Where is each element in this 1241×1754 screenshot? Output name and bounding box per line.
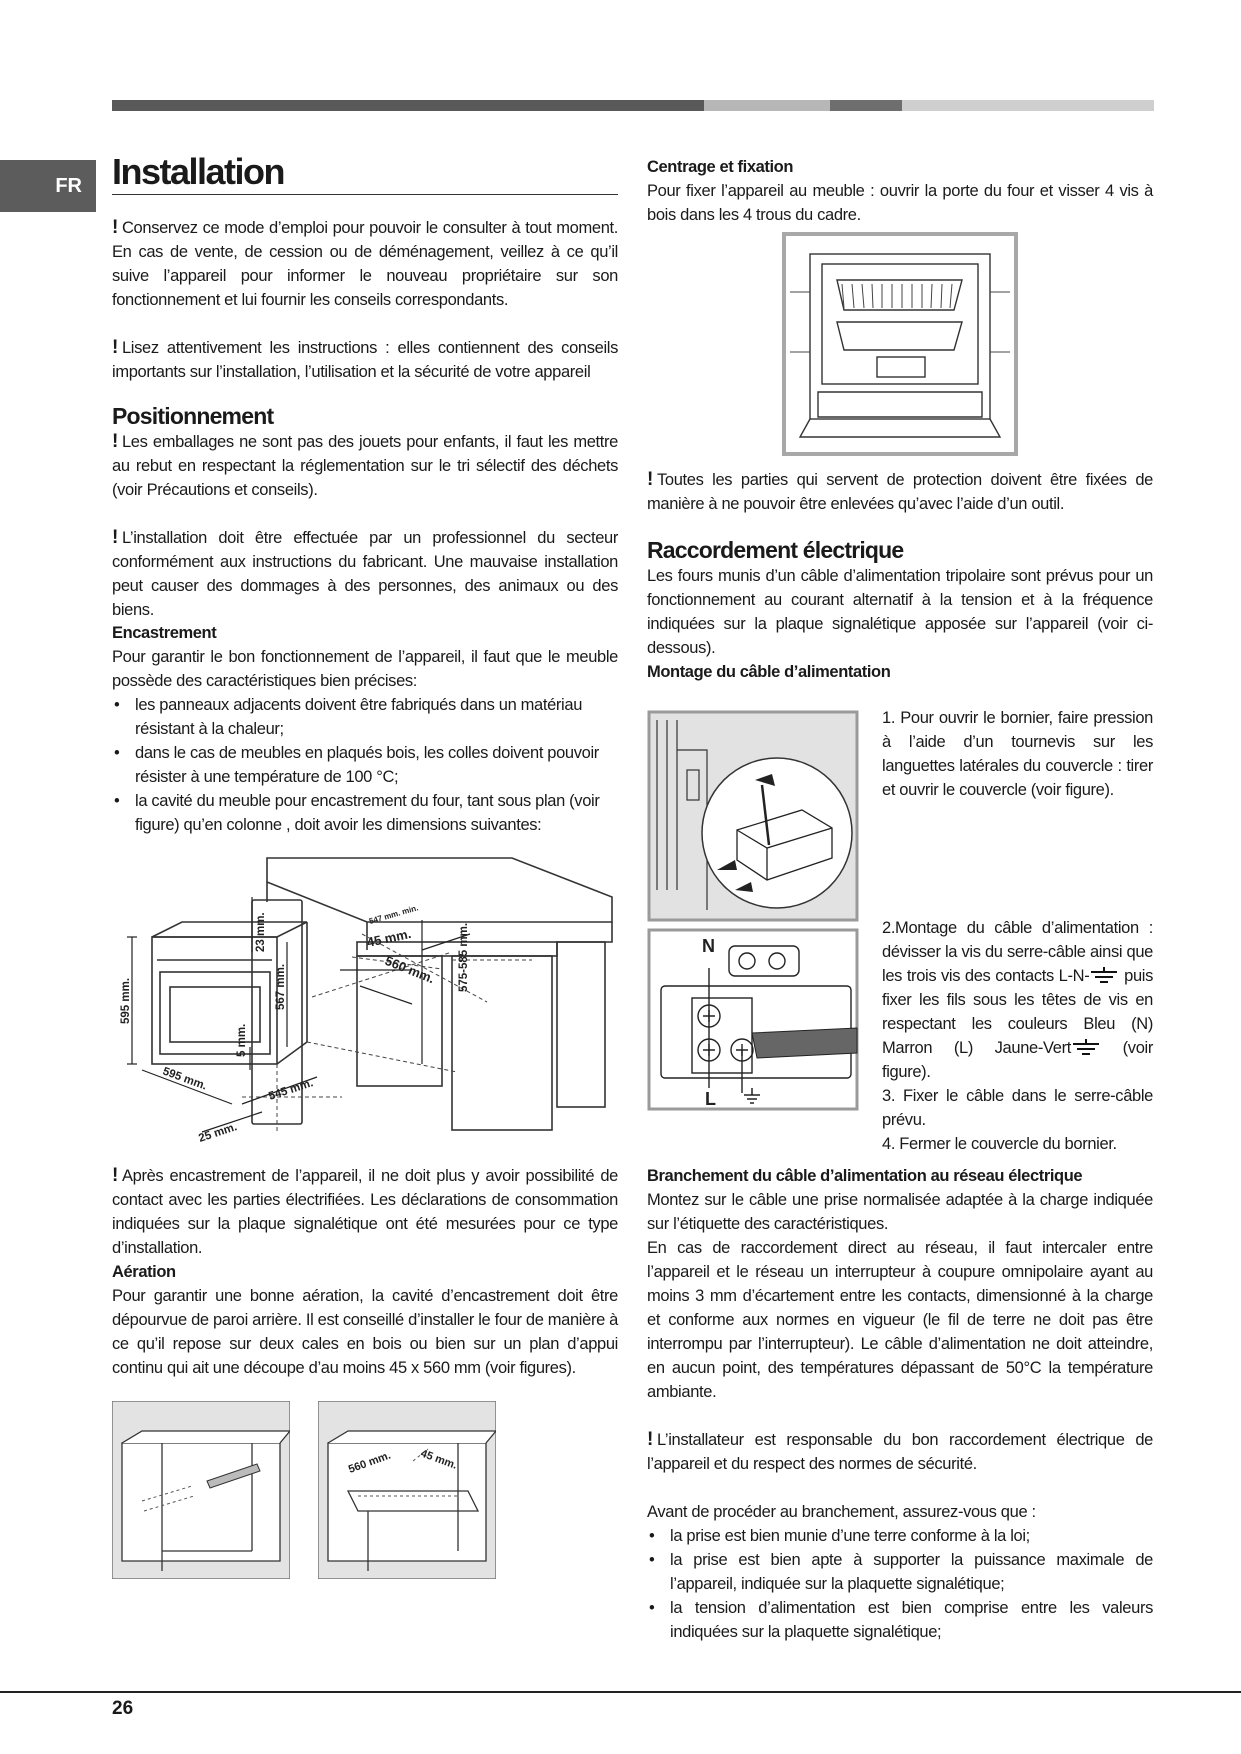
dim-575-585: 575-585 mm.: [458, 922, 470, 992]
header-bar: [112, 100, 1154, 111]
label-L: L: [705, 1089, 716, 1109]
raccordement-text: Les fours munis d’un câble d’alimentation tripolaire sont prévus pour un fonctionnement au courant alternatif à la tension et à la fréquence indiquées sur la plaque signalétique apposée sur l’appareil (voir ci-dessous).: [647, 567, 1153, 657]
centrage-text: Pour fixer l’appareil au meuble : ouvrir la porte du four et visser 4 vis à bois dans les 4 trous du cadre.: [647, 182, 1153, 224]
positionnement-heading: Positionnement: [112, 403, 274, 429]
warning-icon: !: [647, 469, 653, 490]
after-encastrement-paragraph: [112, 1164, 618, 1260]
installateur-paragraph: [647, 1428, 1153, 1476]
step-1-text: 1. Pour ouvrir le bornier, faire pression à l’aide d’un tournevis sur les languettes latérales du couvercle : tirer et ouvrir le couvercle (voir figure).: [882, 709, 1153, 799]
steps-2-4: [882, 916, 1153, 1156]
header-bar-seg-4: [902, 100, 1154, 111]
step-1: [882, 706, 1153, 802]
dim-5: 5 mm.: [236, 1023, 248, 1057]
terminal-wiring-figure: [647, 928, 859, 1111]
protection-note: [647, 468, 1153, 516]
terminal-cover-figure: [647, 710, 859, 922]
dim-595-vertical: 595 mm.: [120, 977, 132, 1024]
ground-icon: [1089, 967, 1119, 983]
list-item: • la cavité du meuble pour encastrement du four, tant sous plan (voir figure) qu’en colonne , doit avoir les dimensions suivantes:: [112, 789, 618, 837]
protection-paragraph: [647, 468, 1153, 516]
page-number: 26: [112, 1698, 134, 1719]
raccordement-heading: Raccordement électrique: [647, 537, 904, 563]
dim-45: 45 mm.: [365, 925, 413, 950]
list-item: • la tension d’alimentation est bien comprise entre les valeurs indiquées sur la plaquette signalétique;: [647, 1596, 1153, 1644]
warning-icon: !: [112, 431, 118, 452]
avant-text: Avant de procéder au branchement, assurez-vous que :: [647, 1503, 1036, 1521]
step-2-text-b: puis fixer les fils sous les têtes de vis en respectant les couleurs Bleu (N) Marron (L) Jaune-Vert: [882, 967, 1153, 1057]
montage-heading-block: [647, 660, 1153, 684]
warning-icon: !: [112, 527, 118, 548]
encastrement-text: Pour garantir le bon fonctionnement de l’appareil, il faut que le meuble possède des caractéristiques bien précises:: [112, 648, 618, 690]
encastrement-heading: Encastrement: [112, 624, 217, 642]
ground-icon: [1071, 1039, 1101, 1055]
positionnement-text-2: L’installation doit être effectuée par un professionnel du secteur conformément aux instructions du fabricant. Une mauvaise installation peut causer des dommages à des personnes, des animaux ou des biens.: [112, 529, 618, 619]
positionnement-paragraph-2: [112, 526, 618, 622]
warning-icon: !: [647, 1429, 653, 1450]
intro-paragraph-2: [112, 336, 618, 384]
branchement-section: [647, 1164, 1153, 1644]
positionnement-paragraph-1: [112, 430, 618, 502]
footer-rule: [0, 1691, 1241, 1693]
list-item: • dans le cas de meubles en plaqués bois, les colles doivent pouvoir résister à une température de 100 °C;: [112, 741, 618, 789]
header-bar-seg-3: [830, 100, 902, 111]
aeration-figure-2: [318, 1401, 496, 1579]
oven-fixing-figure: [782, 232, 1018, 456]
aeration-heading: Aération: [112, 1263, 176, 1281]
dim-560: 560 mm.: [382, 952, 437, 987]
aeration-figure-1: [112, 1401, 290, 1579]
intro-text-1: Conservez ce mode d’emploi pour pouvoir le consulter à tout moment. En cas de vente, de cession ou de déménagement, veillez à ce qu’il suive l’appareil pour informer le nouveau propriétaire sur son fonctionnement et lui fournir les conseils correspondants.: [112, 219, 618, 309]
warning-icon: !: [112, 217, 118, 238]
raccordement-section: [647, 536, 1153, 660]
encastrement-list: [112, 693, 618, 837]
page-title: Installation: [112, 150, 618, 195]
step-2-text-c: (voir figure).: [882, 1039, 1153, 1081]
language-code: FR: [55, 174, 82, 197]
encastrement-figure: [112, 842, 618, 1150]
intro-paragraph-1: [112, 216, 618, 312]
positionnement-section: [112, 402, 618, 622]
header-bar-seg-1: [112, 100, 704, 111]
centrage-heading: Centrage et fixation: [647, 158, 794, 176]
positionnement-text-1: Les emballages ne sont pas des jouets pour enfants, il faut les mettre au rebut en respectant la réglementation sur le tri sélectif des déchets (voir Précautions et conseils).: [112, 433, 618, 499]
intro-text-2: Lisez attentivement les instructions : elles contiennent des conseils importants sur l’installation, l’utilisation et la sécurité de votre appareil: [112, 339, 618, 381]
branchement-heading: Branchement du câble d’alimentation au réseau électrique: [647, 1167, 1083, 1185]
dim-545: 545 mm.: [267, 1077, 315, 1103]
avant-list: [647, 1524, 1153, 1644]
after-encastrement-note: [112, 1164, 618, 1260]
aeration-section: [112, 1260, 618, 1380]
list-item: • la prise est bien apte à supporter la puissance maximale de l’appareil, indiquée sur la plaquette signalétique;: [647, 1548, 1153, 1596]
encastrement-section: [112, 621, 618, 837]
step-2-text-a: 2.Montage du câble d’alimentation : dévisser la vis du serre-câble ainsi que les trois vis des contacts L-N-: [882, 919, 1153, 985]
list-item: • la prise est bien munie d’une terre conforme à la loi;: [647, 1524, 1153, 1548]
dim-547-min: 547 mm. min.: [368, 903, 420, 926]
aeration-dim-560: 560 mm.: [346, 1449, 393, 1476]
branchement-text-1: Montez sur le câble une prise normalisée adaptée à la charge indiquée sur l’étiquette des caractéristiques.: [647, 1191, 1153, 1233]
warning-icon: !: [112, 1165, 118, 1186]
list-item: • les panneaux adjacents doivent être fabriqués dans un matériau résistant à la chaleur;: [112, 693, 618, 741]
aeration-text: Pour garantir une bonne aération, la cavité d’encastrement doit être dépourvue de paroi arrière. Il est conseillé d’installer le four de manière à ce qu’il repose sur deux cales en bois ou bien sur un plan d’appui continu qui ait une découpe d’au moins 45 x 560 mm (voir figures).: [112, 1287, 618, 1377]
dim-567: 567 mm.: [275, 963, 287, 1010]
step-2: [882, 916, 1153, 1084]
dim-25: 25 mm.: [197, 1121, 239, 1145]
warning-icon: !: [112, 337, 118, 358]
dim-23: 23 mm.: [255, 912, 267, 952]
language-tab: [0, 160, 96, 212]
montage-heading: Montage du câble d’alimentation: [647, 663, 891, 681]
centrage-section: [647, 155, 1153, 227]
label-N: N: [702, 936, 715, 956]
aeration-dim-45: 45 mm.: [418, 1447, 459, 1472]
protection-text: Toutes les parties qui servent de protection doivent être fixées de manière à ne pouvoir être enlevées qu’avec l’aide d’un outil.: [647, 471, 1153, 513]
step-4: 4. Fermer le couvercle du bornier.: [882, 1135, 1117, 1153]
installateur-text: L’installateur est responsable du bon raccordement électrique de l’appareil et du respect des normes de sécurité.: [647, 1431, 1153, 1473]
dim-595-horizontal: 595 mm.: [160, 1065, 209, 1093]
intro-section: [112, 216, 618, 384]
after-encastrement-text: Après encastrement de l’appareil, il ne doit plus y avoir possibilité de contact avec les parties électrifiées. Les déclarations de consommation indiquées sur la plaque signalétique ont été mesurées pour ce type d’installation.: [112, 1167, 618, 1257]
branchement-text-2: En cas de raccordement direct au réseau, il faut intercaler entre l’appareil et le réseau un interrupteur à coupure omnipolaire ayant au moins 3 mm d’écartement entre les contacts, dimensionné à la charge et conforme aux normes en vigueur (le fil de terre ne doit pas être interrompu par l’interrupteur). Le câble d’alimentation ne doit atteindre, en aucun point, des températures dépassant de 50°C la température ambiante.: [647, 1239, 1153, 1401]
step-3: 3. Fixer le câble dans le serre-câble prévu.: [882, 1087, 1153, 1129]
header-bar-seg-2: [704, 100, 830, 111]
